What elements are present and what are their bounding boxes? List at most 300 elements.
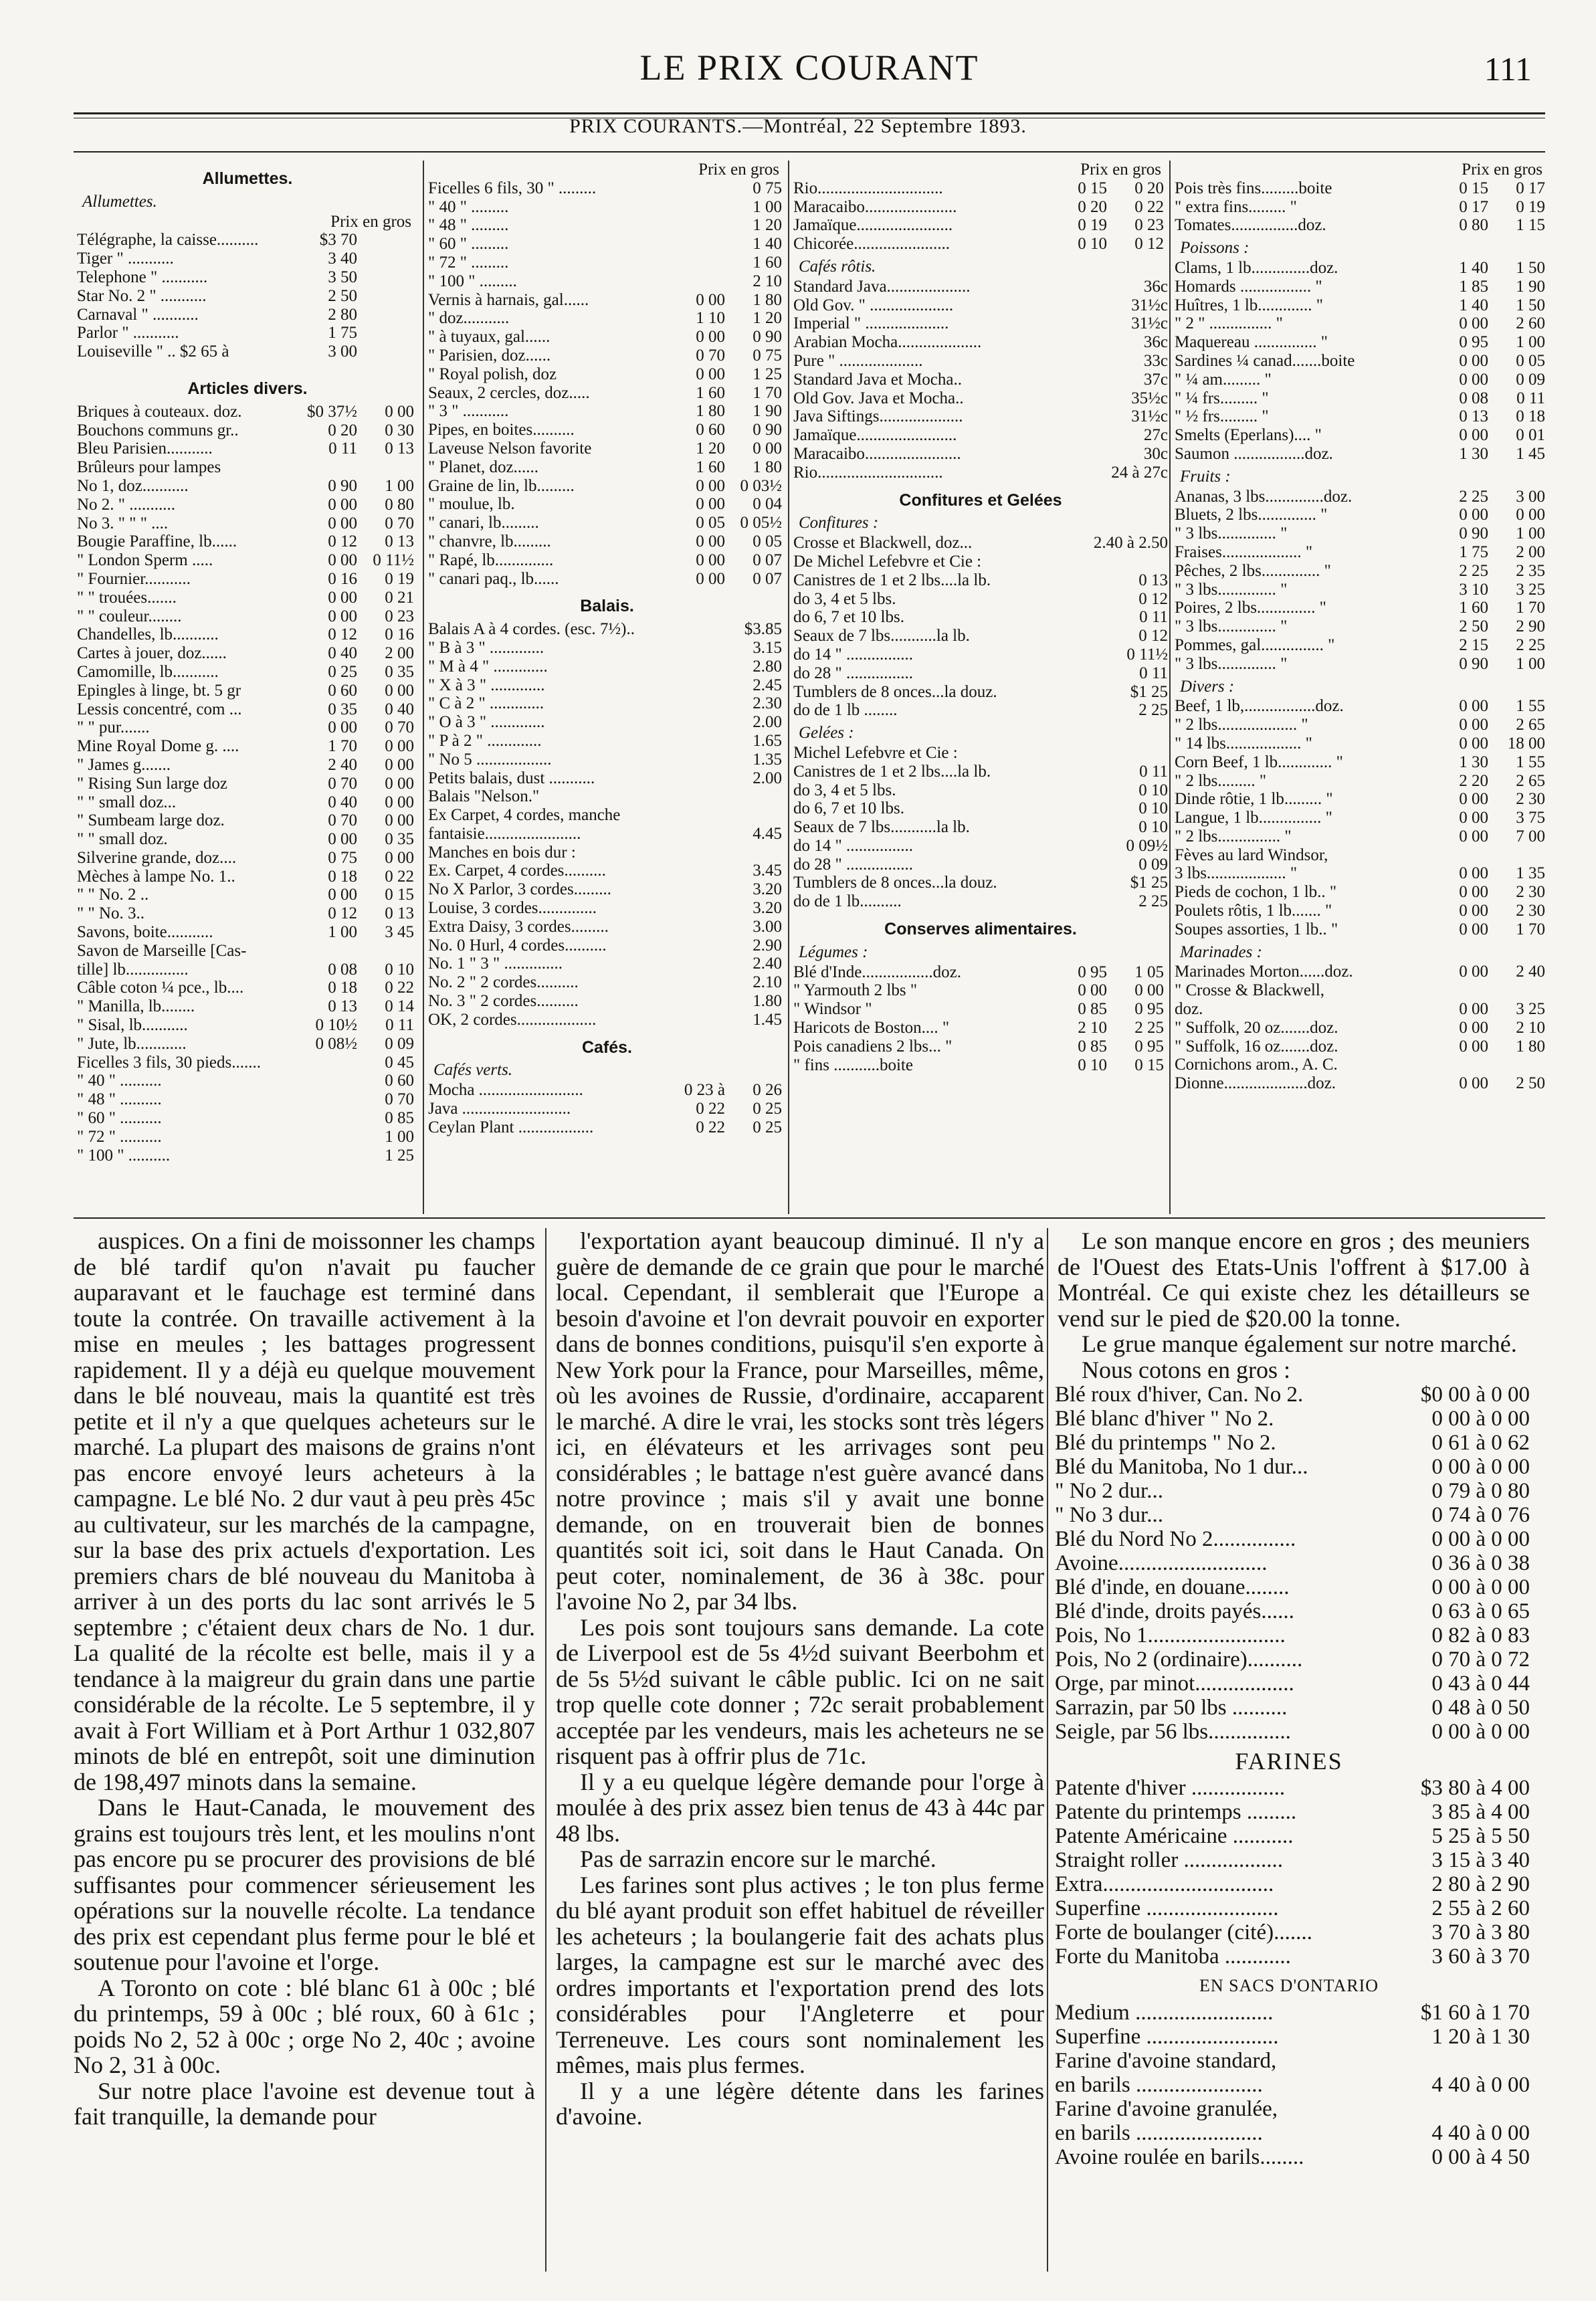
price-high [357, 287, 418, 306]
price-range: 0 36 à 0 38 [1431, 1551, 1530, 1575]
price-row [1175, 445, 1549, 464]
price-row [77, 589, 418, 607]
price-header: Prix en gros [1462, 161, 1542, 179]
price-low [665, 694, 725, 713]
price-range: 0 82 à 0 83 [1431, 1623, 1530, 1647]
item-label: " ¼ am......... " [1175, 370, 1272, 389]
price-low: 0 20 [328, 421, 357, 439]
price-range: 0 70 à 0 72 [1431, 1647, 1530, 1672]
price-row [793, 371, 1168, 389]
price-row [428, 179, 786, 198]
section-title: EN SACS D'ONTARIO [1199, 1976, 1379, 1995]
price-low: 0 08½ [315, 1034, 357, 1053]
price-low: 2 25 [1459, 561, 1488, 580]
price-row [793, 963, 1168, 982]
price-row [77, 1146, 418, 1165]
item-label: " 60 " .......... [77, 1109, 162, 1128]
item-label: Parlor " ........... [77, 324, 179, 342]
price-row [77, 268, 418, 287]
price-high: 3 25 [1516, 1000, 1545, 1019]
item-label: No 3. " " " .... [77, 514, 169, 532]
price-row [428, 862, 786, 880]
item-label: " C à 2 " ............. [428, 694, 544, 713]
price-low [665, 843, 725, 862]
item-label: Blé roux d'hiver, Can. No 2. [1055, 1383, 1304, 1407]
price-low: 0 00 [328, 718, 357, 737]
price-low: 0 00 [328, 886, 357, 904]
price-low [665, 713, 725, 732]
price-high: 0 00 [1134, 981, 1164, 1000]
price-high: 0 21 [385, 588, 414, 607]
price-low: 1 30 [1459, 753, 1488, 771]
price-row [77, 793, 418, 812]
price-row [793, 981, 1168, 1000]
price-row [1175, 488, 1549, 506]
price-row [793, 608, 1168, 627]
item-label: Pipes, en boites.......... [428, 421, 575, 439]
item-label: " Royal polish, doz [428, 365, 557, 383]
price-row [77, 961, 418, 979]
price-row [793, 216, 1168, 235]
item-label: OK, 2 cordes................... [428, 1010, 597, 1029]
item-label: do 14 " ................ [793, 836, 913, 855]
item-label: Langue, 1 lb............... " [1175, 809, 1332, 827]
price-high: 1 50 [1516, 258, 1545, 277]
item-label: do 6, 7 et 10 lbs. [793, 608, 904, 627]
price-high: 2 30 [1516, 902, 1545, 920]
price-row [428, 899, 786, 918]
article-paragraph: auspices. On a fini de moissonner les champs de blé tardif qu'on n'avait pu faucher auparavant et le fauchage est terminé dans toute la contrée. On travaille activement à la mise en meules ; les battages progressent rapidement. Il y a déjà eu quelque mouvement dans le blé nouveau, mais la quantité est très petite et il n'y a que quelques acheteurs sur le marché. La plupart des maisons de grains n'ont pas encore envoyé leurs acheteurs à la campagne. Le blé No. 2 dur vaut à peu près 45c au cultivateur, sur les marchés de la campagne, sur la base des prix actuels d'exportation. Les premiers chars de blé nouveau du Manitoba à arriver à un des ports du lac sont arrivés le 5 septembre ; c'étaient deux chars de No. 1 dur. La qualité de la récolte est belle, mais il y a tendance à la maigreur du grain dans une partie considérable de la récolte. Le 5 septembre, il y avait à Fort William et à Port Arthur 1 032,807 minots de blé en entrepôt, soit une diminution de 198,497 minots dans la semaine. [74, 1228, 535, 1795]
price-high: 0 45 [385, 1053, 414, 1072]
price-low: 0 10½ [315, 1016, 357, 1035]
item-label: Pommes, gal............... " [1175, 635, 1335, 654]
price-low: 0 00 [1078, 981, 1107, 1000]
price-high: 3 25 [1516, 580, 1545, 599]
price-row [1175, 1074, 1549, 1093]
price-low: 0 16 [328, 569, 357, 588]
price-low: 0 22 [696, 1100, 725, 1118]
price-low: 0 00 [1459, 314, 1488, 333]
price-row [77, 306, 418, 324]
price-low: 0 00 [1459, 697, 1488, 716]
price-row [1055, 1720, 1530, 1744]
price-range: 3 70 à 3 80 [1431, 1920, 1530, 1944]
price-row [1175, 846, 1549, 865]
item-label: Câble coton ¼ pce., lb.... [77, 979, 244, 997]
price-row [77, 849, 418, 868]
price-low: 2.40 à 2.50 [1093, 534, 1168, 553]
item-label: Pois, No 2 (ordinaire).......... [1055, 1647, 1303, 1672]
price-low: 0 10 [1138, 818, 1168, 837]
price-high: 0 90 [753, 421, 782, 439]
price-row [77, 421, 418, 440]
item-label: Standard Java.................... [793, 277, 971, 296]
price-group [1048, 1776, 1530, 1969]
price-row [77, 663, 418, 682]
item-label: Soupes assorties, 1 lb.. " [1175, 920, 1338, 938]
price-high: 0 05½ [740, 514, 782, 532]
item-label: Smelts (Eperlans).... " [1175, 426, 1322, 445]
subsection-title: Cafés verts. [433, 1061, 513, 1080]
price-high: 0 75 [753, 179, 782, 197]
price-range [1383, 2097, 1530, 2121]
price-row [1055, 1431, 1530, 1455]
price-low: 0 85 [1078, 1000, 1107, 1019]
price-low [1428, 981, 1488, 1000]
item-label: " Suffolk, 16 oz.......doz. [1175, 1037, 1338, 1056]
price-row [1055, 1551, 1530, 1575]
article-column-2 [545, 1228, 1044, 2272]
price-row [77, 403, 418, 421]
price-row [428, 198, 786, 217]
price-row [793, 445, 1168, 464]
section-title: Allumettes. [202, 169, 293, 188]
item-label: Poires, 2 lbs.............. " [1175, 599, 1326, 617]
price-row [1175, 314, 1549, 333]
item-label: Lessis concentré, com ... [77, 700, 242, 718]
price-high: 4.45 [753, 824, 782, 843]
item-label: " Windsor " [793, 1000, 872, 1019]
price-high: 0 60 [385, 1072, 414, 1090]
item-label: Extra............................... [1055, 1872, 1274, 1896]
price-high [1488, 846, 1549, 865]
price-row [1055, 2145, 1530, 2169]
item-label: " P à 2 " ............. [428, 731, 542, 750]
price-high: 0 22 [1134, 197, 1164, 216]
price-low: 1 85 [1459, 277, 1488, 296]
price-high: 2 35 [1516, 561, 1545, 580]
price-low [665, 254, 725, 272]
price-row [793, 407, 1168, 426]
journal-title: LE PRIX COURANT [639, 47, 979, 88]
price-low [665, 899, 725, 918]
item-label: Poulets rôtis, 1 lb....... " [1175, 902, 1332, 920]
price-low: 0 09½ [1126, 836, 1168, 855]
price-row [77, 737, 418, 756]
item-label: " 72 " ......... [428, 253, 509, 272]
item-label: " 3 lbs.............. " [1175, 580, 1288, 599]
article-paragraph: Nous cotons en gros : [1082, 1356, 1290, 1383]
price-row [793, 389, 1168, 408]
price-row [793, 296, 1168, 315]
item-label: Savons, boite........... [77, 923, 213, 942]
price-high: 0 22 [385, 867, 414, 886]
price-low: 2 25 [1459, 487, 1488, 506]
price-low: 2 40 [328, 755, 357, 774]
price-high: 1 60 [753, 253, 782, 272]
price-row [428, 658, 786, 676]
item-label: " " couleur........ [77, 607, 182, 625]
item-label: do de 1 lb ........ [793, 701, 898, 720]
price-low: 0 25 [328, 662, 357, 681]
price-row [1055, 1455, 1530, 1479]
item-label: " chanvre, lb......... [428, 532, 551, 551]
item-label: " Sumbeam large doz. [77, 811, 225, 830]
price-row [1055, 1599, 1530, 1623]
price-low: 0 15 [1459, 179, 1488, 197]
item-label: Bluets, 2 lbs.............. " [1175, 506, 1328, 524]
price-high: 0 07 [753, 551, 782, 569]
item-label: " à tuyaux, gal...... [428, 328, 551, 346]
price-low: 3 00 [328, 342, 357, 361]
price-row [1055, 2049, 1530, 2073]
item-label: Corn Beef, 1 lb............. " [1175, 753, 1343, 771]
item-label: " 3 lbs.............. " [1175, 654, 1288, 673]
item-label: " Planet, doz...... [428, 458, 539, 476]
item-label: Huîtres, 1 lb............. " [1175, 296, 1323, 314]
price-low: $1 25 [1130, 874, 1168, 892]
price-low [665, 1011, 725, 1029]
item-label: " 2 lbs............... " [1175, 827, 1292, 845]
price-row [1175, 920, 1549, 939]
item-label: Avoine........................... [1055, 1551, 1268, 1575]
item-label: Maquereau ............... " [1175, 333, 1328, 352]
item-label: " 3 lbs.............. " [1175, 524, 1288, 543]
price-low [665, 806, 725, 825]
price-low: 30c [1143, 444, 1168, 463]
section-title: Balais. [580, 597, 634, 616]
price-low [1051, 553, 1168, 571]
item-label: Patente d'hiver ................. [1055, 1776, 1286, 1800]
price-row [77, 1128, 418, 1146]
price-low: 0 00 [1459, 790, 1488, 809]
price-row [793, 1000, 1168, 1019]
price-row [1175, 902, 1549, 920]
item-label: Seaux de 7 lbs...........la lb. [793, 818, 970, 837]
price-row [1175, 734, 1549, 753]
price-range: 0 00 à 0 00 [1431, 1575, 1530, 1599]
item-label: " X à 3 " ............. [428, 676, 545, 694]
item-label: " 2 lbs................... " [1175, 716, 1308, 734]
item-label: Blé du Nord No 2............... [1055, 1527, 1296, 1551]
price-column-3 [788, 161, 1168, 1214]
item-label: Homards ................. " [1175, 277, 1322, 296]
price-high: 0 16 [385, 625, 414, 644]
price-low: 0 00 [696, 532, 725, 551]
price-row [1175, 827, 1549, 846]
price-row [1055, 1672, 1530, 1696]
price-row [77, 756, 418, 775]
price-high: 2 65 [1516, 771, 1545, 790]
price-row [428, 328, 786, 346]
price-header: Prix en gros [1080, 161, 1161, 179]
price-low: 0 70 [328, 774, 357, 793]
price-low: 0 18 [328, 979, 357, 997]
item-label: Marinades Morton......doz. [1175, 963, 1353, 981]
price-high: 0 00 [385, 811, 414, 830]
price-row [428, 1118, 786, 1137]
price-low: 0 00 [1459, 734, 1488, 753]
item-label: Old Gov. " .................... [793, 296, 954, 314]
item-label: Savon de Marseille [Cas- [77, 941, 247, 960]
price-range: 3 15 à 3 40 [1431, 1848, 1530, 1872]
price-high: 0 00 [385, 755, 414, 774]
section-title: FARINES [1235, 1748, 1343, 1775]
price-row [793, 744, 1168, 763]
item-label: Canistres de 1 et 2 lbs....la lb. [793, 571, 991, 589]
price-high: 0 00 [385, 848, 414, 867]
item-label: " 2 lbs......... " [1175, 771, 1267, 790]
price-row [428, 825, 786, 843]
item-label: Ficelles 3 fils, 30 pieds....... [77, 1053, 261, 1072]
price-high: 0 75 [753, 346, 782, 365]
grain-prices-column [1047, 1228, 1530, 2272]
price-low: 0 11 [1139, 762, 1168, 781]
price-row [793, 333, 1168, 352]
price-row [1175, 655, 1549, 674]
price-row [793, 763, 1168, 781]
item-label: " Rapé, lb.............. [428, 551, 554, 569]
price-row [428, 751, 786, 769]
price-row [1055, 2121, 1530, 2145]
price-header: Prix en gros [330, 212, 411, 231]
price-row [793, 198, 1168, 217]
price-low: 0 90 [328, 476, 357, 495]
item-label: Petits balais, dust ........... [428, 769, 595, 787]
price-low: 2 10 [1078, 1019, 1107, 1037]
price-range: 0 79 à 0 80 [1431, 1479, 1530, 1503]
price-range: 0 43 à 0 44 [1431, 1672, 1530, 1696]
item-label: 3 lbs................... " [1175, 864, 1298, 883]
price-high [357, 942, 418, 961]
price-high: 2.45 [753, 676, 782, 694]
price-high: 3 00 [1516, 487, 1545, 506]
item-label: Seaux de 7 lbs...........la lb. [793, 627, 970, 645]
price-high: 0 11 [1516, 389, 1545, 407]
price-high: 3.45 [753, 862, 782, 880]
price-row [1175, 426, 1549, 445]
price-high: 0 00 [385, 402, 414, 421]
price-high: 0 01 [1516, 426, 1545, 445]
price-row [793, 781, 1168, 800]
price-low: 1 60 [696, 383, 725, 402]
article-paragraph: Le grue manque également sur notre marché. [1082, 1330, 1517, 1357]
price-row [77, 1072, 418, 1090]
item-label: Dionne....................doz. [1175, 1074, 1336, 1093]
price-high: 1 40 [753, 235, 782, 254]
item-label: " Fournier........... [77, 569, 191, 588]
price-high: 0 05 [1516, 351, 1545, 370]
price-range: 3 60 à 3 70 [1431, 1944, 1530, 1969]
price-low: 0 12 [1138, 627, 1168, 645]
price-range: 2 80 à 2 90 [1431, 1872, 1530, 1896]
price-range: 0 00 à 0 00 [1431, 1527, 1530, 1551]
item-label: Mine Royal Dome g. .... [77, 737, 239, 756]
price-low [665, 676, 725, 695]
price-row [1175, 506, 1549, 524]
item-label: Java Siftings.................... [793, 407, 963, 426]
price-low: 0 11 [1139, 664, 1168, 682]
item-label: Mèches à lampe No. 1.. [77, 867, 235, 886]
item-label: Sardines ¼ canad.......boite [1175, 351, 1355, 370]
subsection-title: Allumettes. [82, 192, 157, 211]
price-row [77, 625, 418, 644]
item-label: Java .......................... [428, 1100, 571, 1118]
price-row [77, 439, 418, 458]
price-low: 2 80 [328, 305, 357, 324]
price-high: 2 00 [1516, 542, 1545, 561]
price-high: 0 70 [385, 514, 414, 532]
price-high [725, 843, 786, 862]
price-row [428, 732, 786, 751]
price-row [428, 514, 786, 532]
price-row [793, 426, 1168, 445]
item-label: " Sisal, lb........... [77, 1016, 188, 1035]
price-high: 2 00 [385, 644, 414, 663]
item-label: Rio.............................. [793, 179, 943, 197]
item-label: Clams, 1 lb..............doz. [1175, 258, 1338, 277]
price-high: 0 00 [385, 681, 414, 700]
price-high: 2 40 [1516, 963, 1545, 981]
price-high: 1.80 [753, 992, 782, 1011]
price-range: 0 48 à 0 50 [1431, 1696, 1530, 1720]
price-low: 36c [1143, 277, 1168, 296]
price-row [77, 249, 418, 268]
price-row [77, 923, 418, 942]
price-low: 0 20 [1078, 197, 1107, 216]
price-low: 1 80 [696, 402, 725, 421]
price-low: 0 00 [328, 514, 357, 532]
item-label: " M à 4 " ............. [428, 657, 548, 676]
price-high: 0 85 [385, 1109, 414, 1128]
price-row [77, 718, 418, 737]
item-label: Michel Lefebvre et Cie : [793, 743, 958, 762]
item-label: en barils ....................... [1055, 2121, 1263, 2145]
price-row [77, 1016, 418, 1035]
price-high: 2.30 [753, 694, 782, 713]
price-low: 0 00 [1459, 1018, 1488, 1037]
item-label: De Michel Lefebvre et Cie : [793, 552, 982, 571]
price-row [1175, 371, 1549, 389]
price-high: 0 22 [385, 979, 414, 997]
price-high: 0 95 [1134, 1037, 1164, 1056]
price-row [428, 1100, 786, 1118]
price-high: 2 65 [1516, 716, 1545, 734]
price-low: 2 20 [1459, 771, 1488, 790]
price-low: 0 12 [1138, 589, 1168, 608]
price-row [1055, 1623, 1530, 1647]
price-low [297, 1054, 357, 1072]
price-low: 0 17 [1459, 197, 1488, 216]
price-low: 0 00 [1459, 1000, 1488, 1019]
price-low: 0 10 [1078, 1056, 1107, 1074]
item-label: do de 1 lb.......... [793, 892, 902, 911]
item-label: No. 0 Hurl, 4 cordes.......... [428, 936, 607, 955]
price-low [665, 769, 725, 788]
price-row [428, 235, 786, 254]
item-label: do 6, 7 et 10 lbs. [793, 799, 904, 818]
price-row [77, 775, 418, 793]
article-paragraph: Il y a une légère détente dans les farines d'avoine. [556, 2077, 1044, 2130]
item-label: " O à 3 " ............. [428, 713, 545, 732]
price-high: 1 90 [753, 402, 782, 421]
price-row [1175, 716, 1549, 734]
price-row [793, 590, 1168, 609]
price-row [1175, 599, 1549, 617]
price-low: 0 35 [328, 700, 357, 718]
price-range: 0 74 à 0 76 [1431, 1503, 1530, 1527]
price-row [1175, 1000, 1549, 1019]
item-label: Forte de boulanger (cité)....... [1055, 1920, 1312, 1944]
price-low: 0 90 [1459, 654, 1488, 673]
item-label: Arabian Mocha.................... [793, 333, 982, 352]
item-label: Maracaibo...................... [793, 197, 957, 216]
price-high [1488, 1056, 1549, 1074]
price-row [1175, 352, 1549, 371]
price-range: 0 63 à 0 65 [1431, 1599, 1530, 1623]
item-label: Farine d'avoine granulée, [1055, 2097, 1278, 2121]
price-range: 1 20 à 1 30 [1431, 2025, 1530, 2049]
